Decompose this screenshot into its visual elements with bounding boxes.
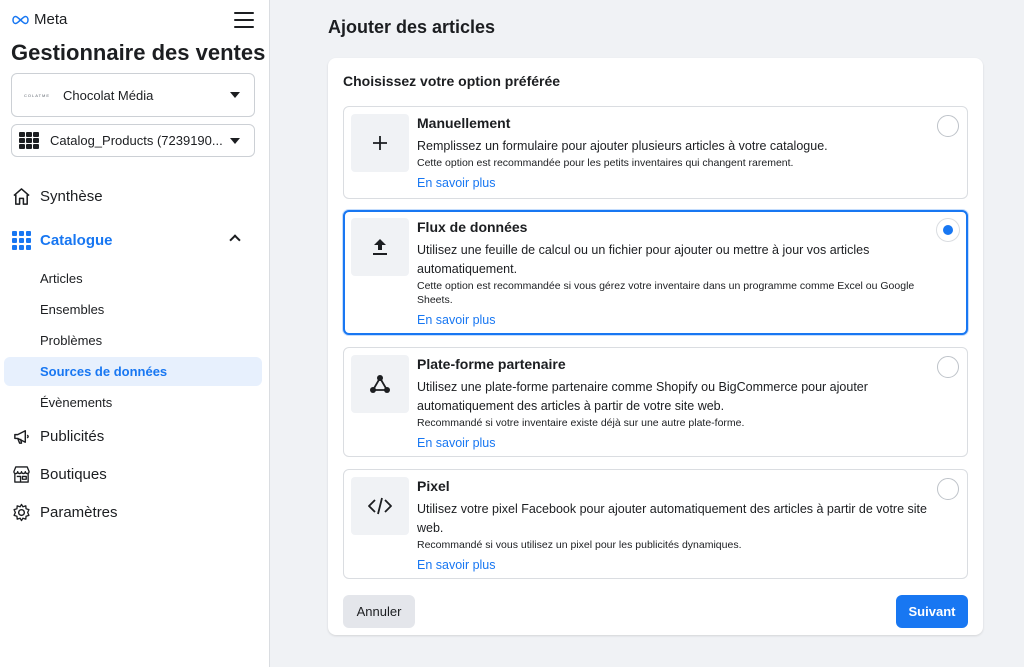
- option-note: Recommandé si vous utilisez un pixel pour les publicités dynamiques.: [417, 539, 742, 551]
- learn-more-link[interactable]: En savoir plus: [417, 436, 496, 450]
- meta-logo[interactable]: [11, 11, 67, 28]
- app-title: Gestionnaire des ventes: [11, 40, 266, 65]
- dropdown-caret-icon: [230, 92, 240, 98]
- option-title: Flux de données: [417, 219, 528, 235]
- learn-more-link[interactable]: En savoir plus: [417, 558, 496, 572]
- option-note: Recommandé si votre inventaire existe déjà sur une autre plate-forme.: [417, 417, 745, 429]
- option-data-feed[interactable]: [343, 210, 968, 335]
- sidebar-item-sets[interactable]: Ensembles: [40, 302, 105, 317]
- option-pixel[interactable]: [343, 469, 968, 579]
- option-description: Utilisez votre pixel Facebook pour ajouter automatiquement des articles à partir de votre site web.: [417, 502, 927, 535]
- option-title: Manuellement: [417, 115, 511, 131]
- option-description: Remplissez un formulaire pour ajouter plusieurs articles à votre catalogue.: [417, 139, 828, 153]
- code-icon: [351, 477, 409, 535]
- sidebar-item-events[interactable]: Évènements: [40, 395, 113, 410]
- option-title: Pixel: [417, 478, 450, 494]
- radio-button[interactable]: [937, 115, 959, 137]
- options-panel: [328, 58, 983, 635]
- nav-item-catalog[interactable]: [11, 230, 113, 250]
- upload-icon: [351, 218, 409, 276]
- menu-icon[interactable]: [234, 12, 254, 28]
- catalog-grid-icon: [11, 230, 31, 250]
- sidebar-item-problems[interactable]: Problèmes: [40, 333, 103, 348]
- radio-button-selected[interactable]: [937, 219, 959, 241]
- nav-item-label: Boutiques: [40, 465, 107, 483]
- brand-name: Meta: [34, 11, 68, 28]
- option-manual[interactable]: [343, 106, 968, 199]
- option-description: Utilisez une plate-forme partenaire comme Shopify ou BigCommerce pour ajouter automatiquement des articles à partir de votre site web.: [417, 380, 868, 413]
- catalog-name: Catalog_Products (7239190...: [50, 133, 223, 148]
- nav-item-settings[interactable]: [11, 502, 118, 522]
- nav-item-label: Synthèse: [40, 187, 103, 205]
- radio-dot: [943, 225, 953, 235]
- meta-infinity-icon: [11, 15, 30, 25]
- dropdown-caret-icon: [230, 138, 240, 144]
- radio-button[interactable]: [937, 356, 959, 378]
- option-title: Plate-forme partenaire: [417, 356, 566, 372]
- nav-item-ads[interactable]: [11, 426, 104, 446]
- plus-icon: [351, 114, 409, 172]
- option-note: Cette option est recommandée pour les petits inventaires qui changent rarement.: [417, 157, 794, 169]
- next-button[interactable]: Suivant: [896, 595, 968, 628]
- nav-item-summary[interactable]: [11, 186, 103, 206]
- option-description: Utilisez une feuille de calcul ou un fichier pour ajouter ou mettre à jour vos articles automatiquement.: [417, 243, 870, 276]
- home-icon: [11, 186, 31, 206]
- nav-item-shops[interactable]: [11, 464, 107, 484]
- business-logo: COLATME: [24, 92, 51, 98]
- nav-item-label: Publicités: [40, 427, 105, 445]
- business-name: Chocolat Média: [63, 87, 154, 103]
- chevron-up-icon[interactable]: [229, 234, 240, 245]
- learn-more-link[interactable]: En savoir plus: [417, 176, 496, 190]
- nav-item-label: Paramètres: [40, 503, 118, 521]
- radio-button[interactable]: [937, 478, 959, 500]
- nav-item-label: Catalogue: [40, 231, 113, 249]
- catalog-selector[interactable]: [11, 124, 255, 157]
- megaphone-icon: [11, 426, 31, 446]
- learn-more-link[interactable]: En savoir plus: [417, 313, 496, 327]
- storefront-icon: [11, 464, 31, 484]
- option-partner-platform[interactable]: [343, 347, 968, 457]
- option-note: Cette option est recommandée si vous gérez votre inventaire dans un programme comme Excel ou Google Sheets.: [417, 280, 915, 306]
- cancel-button[interactable]: Annuler: [343, 595, 415, 628]
- business-selector[interactable]: [11, 73, 255, 117]
- sidebar-item-articles[interactable]: Articles: [40, 271, 83, 286]
- sidebar: [0, 0, 270, 667]
- gear-icon: [11, 502, 31, 522]
- catalog-grid-icon: [19, 132, 39, 150]
- panel-title: Choisissez votre option préférée: [343, 73, 561, 89]
- page-title: Ajouter des articles: [328, 17, 496, 37]
- partner-network-icon: [351, 355, 409, 413]
- sidebar-item-data-sources[interactable]: Sources de données: [4, 357, 262, 386]
